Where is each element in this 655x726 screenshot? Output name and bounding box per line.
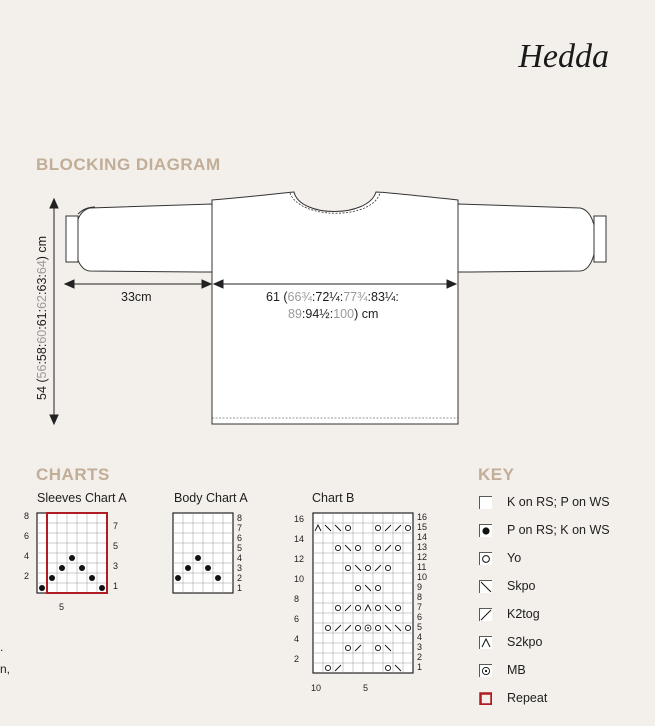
body-chart-a-title: Body Chart A <box>174 491 248 505</box>
row-number: 12 <box>417 552 428 562</box>
chest-width-line2: 89:94½:100) cm <box>288 307 379 321</box>
row-number: 1 <box>113 581 119 591</box>
row-number: 3 <box>113 561 119 571</box>
stitch-number: 5 <box>59 602 65 612</box>
purl-dot <box>69 555 75 561</box>
purl-dot <box>79 565 85 571</box>
key-item-label: Repeat <box>507 691 548 705</box>
row-number: 12 <box>294 554 305 564</box>
key-item-label: K on RS; P on WS <box>507 495 610 509</box>
row-number: 5 <box>237 543 243 553</box>
chart-b-title: Chart B <box>312 491 355 505</box>
row-number: 14 <box>294 534 305 544</box>
row-number: 6 <box>294 614 300 624</box>
cutoff-text-2: n, <box>0 662 11 676</box>
key-item-label: MB <box>507 663 526 677</box>
key-item-label: S2kpo <box>507 635 543 649</box>
purl-dot <box>89 575 95 581</box>
red-square-icon <box>479 692 492 705</box>
row-number: 14 <box>417 532 428 542</box>
dotted-circle-icon <box>479 664 492 677</box>
key-item-label: Skpo <box>507 579 536 593</box>
purl-dot <box>39 585 45 591</box>
row-number: 10 <box>294 574 305 584</box>
key-item-label: P on RS; K on WS <box>507 523 610 537</box>
caret-icon <box>479 636 492 649</box>
mb-center <box>367 627 369 629</box>
row-number: 2 <box>237 573 243 583</box>
filled-dot-icon <box>479 524 492 537</box>
row-number: 13 <box>417 542 428 552</box>
row-number: 11 <box>417 562 427 572</box>
row-number: 4 <box>237 553 243 563</box>
row-number: 16 <box>294 514 305 524</box>
row-number: 8 <box>294 594 300 604</box>
charts-heading: CHARTS <box>36 465 110 484</box>
key-heading: KEY <box>478 465 515 484</box>
row-number: 6 <box>24 531 30 541</box>
sleeves-chart-a-title: Sleeves Chart A <box>37 491 127 505</box>
key-item-label: K2tog <box>507 607 540 621</box>
purl-dot <box>175 575 181 581</box>
empty-square-icon <box>479 496 492 509</box>
row-number: 4 <box>294 634 300 644</box>
row-number: 5 <box>113 541 119 551</box>
row-number: 7 <box>237 523 243 533</box>
row-number: 2 <box>417 652 423 662</box>
row-number: 3 <box>417 642 423 652</box>
key-item-label: Yo <box>507 551 522 565</box>
cutoff-text-1: . <box>0 640 4 654</box>
row-number: 1 <box>417 662 423 672</box>
row-number: 8 <box>237 513 243 523</box>
back-slash-icon <box>479 580 492 593</box>
row-number: 4 <box>24 551 30 561</box>
row-number: 3 <box>237 563 243 573</box>
forward-slash-icon <box>479 608 492 621</box>
row-number: 15 <box>417 522 428 532</box>
blocking-diagram-heading: BLOCKING DIAGRAM <box>36 155 221 174</box>
row-number: 10 <box>417 572 428 582</box>
row-number: 9 <box>417 582 423 592</box>
row-number: 6 <box>237 533 243 543</box>
sleeve-length-label: 33cm <box>121 290 152 304</box>
row-number: 6 <box>417 612 423 622</box>
purl-dot <box>205 565 211 571</box>
purl-dot <box>215 575 221 581</box>
row-number: 7 <box>113 521 119 531</box>
purl-dot <box>59 565 65 571</box>
purl-dot <box>99 585 105 591</box>
row-number: 5 <box>417 622 423 632</box>
row-number: 4 <box>417 632 423 642</box>
row-number: 8 <box>417 592 423 602</box>
row-number: 16 <box>417 512 428 522</box>
pattern-title: Hedda <box>518 38 609 75</box>
row-number: 2 <box>24 571 30 581</box>
purl-dot <box>185 565 191 571</box>
open-circle-icon <box>479 552 492 565</box>
purl-dot <box>49 575 55 581</box>
stitch-number: 10 <box>311 683 322 693</box>
chest-width-line1: 61 (66¾:72¼:77¾:83¼: <box>266 290 399 304</box>
row-number: 1 <box>237 583 243 593</box>
height-measurement: 54 (56:58:60:61:62:63:64) cm <box>35 235 49 400</box>
row-number: 2 <box>294 654 300 664</box>
stitch-number: 5 <box>363 683 369 693</box>
row-number: 8 <box>24 511 30 521</box>
row-number: 7 <box>417 602 423 612</box>
purl-dot <box>195 555 201 561</box>
